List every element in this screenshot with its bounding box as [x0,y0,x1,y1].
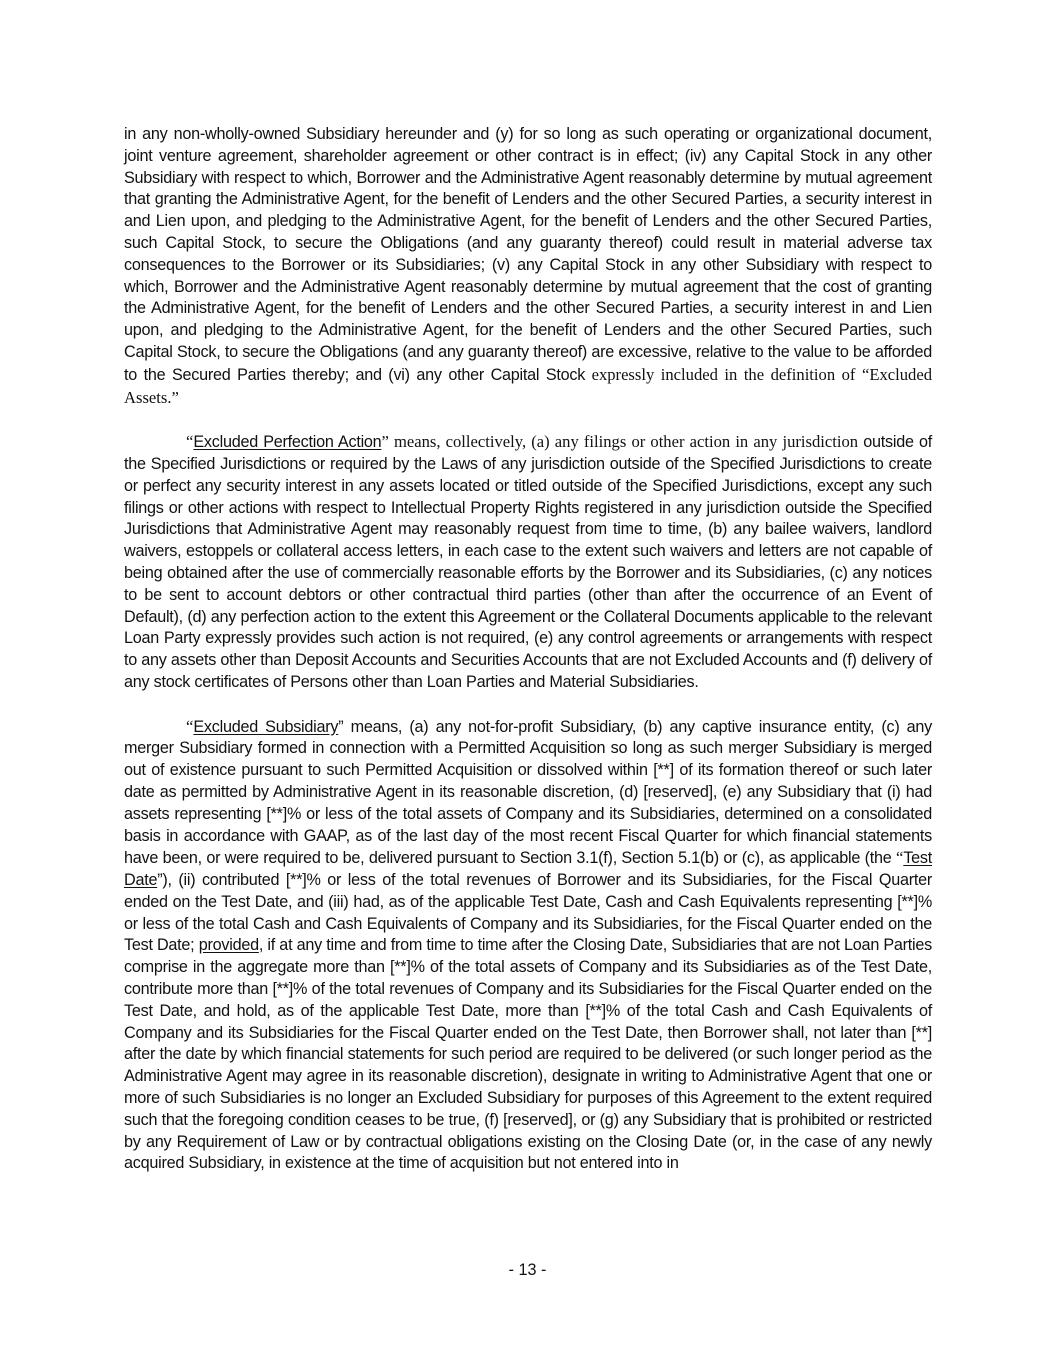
defined-term-excluded-perfection-action: Excluded Perfection Action [193,433,382,452]
definition-lead: ” means, collectively, (a) any filings or other action in any jurisdiction [381,432,859,452]
defined-term-excluded-subsidiary: Excluded Subsidiary [193,717,339,736]
paragraph-excluded-perfection-action [124,431,932,694]
definition-body: outside of the Specified Jurisdictions or required by the Laws of any jurisdiction outside of the Specified Jurisdictions to create or perfect any security interest in any assets located or titled outside of the Specified Jurisdictions, except any such filings or other actions with respect to Intellectual Property Rights registered in any jurisdiction outside the Specified Jurisdictions that Administrative Agent may reasonably request from time to time, (b) any bailee waivers, landlord waivers, estoppels or collateral access letters, in each case to the extent such waivers and letters are not capable of being obtained after the use of commercially reasonable efforts by the Borrower and its Subsidiaries, (c) any notices to be sent to account debtors or other contractual third parties (other than after the occurrence of an Event of Default), (d) any perfection action to the extent this Agreement or the Collateral Documents applicable to the relevant Loan Party expressly provides such action is not required, (e) any control agreements or arrangements with respect to any assets other than Deposit Accounts and Securities Accounts that are not Excluded Accounts and (f) delivery of any stock certificates of Persons other than Loan Parties and Material Subsidiaries. [124,433,932,691]
definition-body-part-1: ” means, (a) any not-for-profit Subsidiary, (b) any captive insurance entity, (c) any merger Subsidiary formed in connection with a Permitted Acquisition so long as such merger Subsidiary is merged out of existence pursuant to such Permitted Acquisition or dissolved within [**] of its formation thereof or such later date as permitted by Administrative Agent in its reasonable discretion, (d) [reserved], (e) any Subsidiary that (i) had assets representing [**]% or less of the total assets of Company and its Subsidiaries, determined on a consolidated basis in accordance with GAAP, as of the last day of the most recent Fiscal Quarter for which financial statements have been, or were required to be, delivered pursuant to Section 3.1(f), Section 5.1(b) or (c), as applicable (the [124,717,933,868]
provided-term: provided [198,936,259,955]
paragraph-text: in any non-wholly-owned Subsidiary hereunder and (y) for so long as such operating or organizational document, joint venture agreement, shareholder agreement or other contract is in effect; (iv) any Capital Stock in any other Subsidiary with respect to which, Borrower and the Administrative Agent reasonably determine by mutual agreement that granting the Administrative Agent, for the benefit of Lenders and the other Secured Parties, a security interest in and Lien upon, and pledging to the Administrative Agent, for the benefit of Lenders and the other Secured Parties, such Capital Stock, to secure the Obligations (and any guaranty thereof) could result in material adverse tax consequences to the Borrower or its Subsidiaries; (v) any Capital Stock in any other Subsidiary with respect to which, Borrower and the Administrative Agent reasonably determine by mutual agreement that the cost of granting the Administrative Agent, for the benefit of Lenders and the other Secured Parties, a security interest in and Lien upon, and pledging to the Administrative Agent, for the benefit of Lenders and the other Secured Parties, such Capital Stock, to secure the Obligations (and any guaranty thereof) are excessive, relative to the value to be afforded to the Secured Parties thereby; and (vi) any other Capital Stock [124,125,932,384]
open-quote: “ [186,716,194,736]
document-page [124,124,932,1197]
paragraph-excluded-assets-continuation [124,124,932,409]
open-quote-test-date: “ [895,848,904,868]
paragraph-excluded-subsidiary [124,716,932,1176]
paragraph-text-serif: expressly included in the definition of “Excluded Assets.” [124,364,932,407]
definition-body-part-2: ”), (ii) contributed [**]% or less of the total revenues of Borrower and its Subsidiaries, for the Fiscal Quarter ended on the Test Date, and (iii) had, as of the applicable Test Date, Cash and Cash Equivalents representing [**]% or less of the total Cash and Cash Equivalents of Company and its Subsidiaries, for the Fiscal Quarter ended on the Test Date; [124,871,932,955]
defined-term-test-date: Test Date [124,849,932,890]
page-number: - 13 - [508,1261,547,1279]
definition-body-part-3: , if at any time and from time to time after the Closing Date, Subsidiaries that are not Loan Parties comprise in the aggregate more than [**]% of the total assets of Company and its Subsidiaries as of the Test Date, contribute more than [**]% of the total revenues of Company and its Subsidiaries for the Fiscal Quarter ended on the Test Date, and hold, as of the applicable Test Date, more than [**]% of the total Cash and Cash Equivalents of Company and its Subsidiaries for the Fiscal Quarter ended on the Test Date, then Borrower shall, not later than [**] after the date by which financial statements for such period are required to be delivered (or such longer period as the Administrative Agent may agree in its reasonable discretion), designate in writing to Administrative Agent that one or more of such Subsidiaries is no longer an Excluded Subsidiary for purposes of this Agreement to the extent required such that the foregoing condition ceases to be true, (f) [reserved], or (g) any Subsidiary that is prohibited or restricted by any Requirement of Law or by contractual obligations existing on the Closing Date (or, in the case of any newly acquired Subsidiary, in existence at the time of acquisition but not entered into in [124,936,933,1173]
open-quote: “ [186,432,194,452]
